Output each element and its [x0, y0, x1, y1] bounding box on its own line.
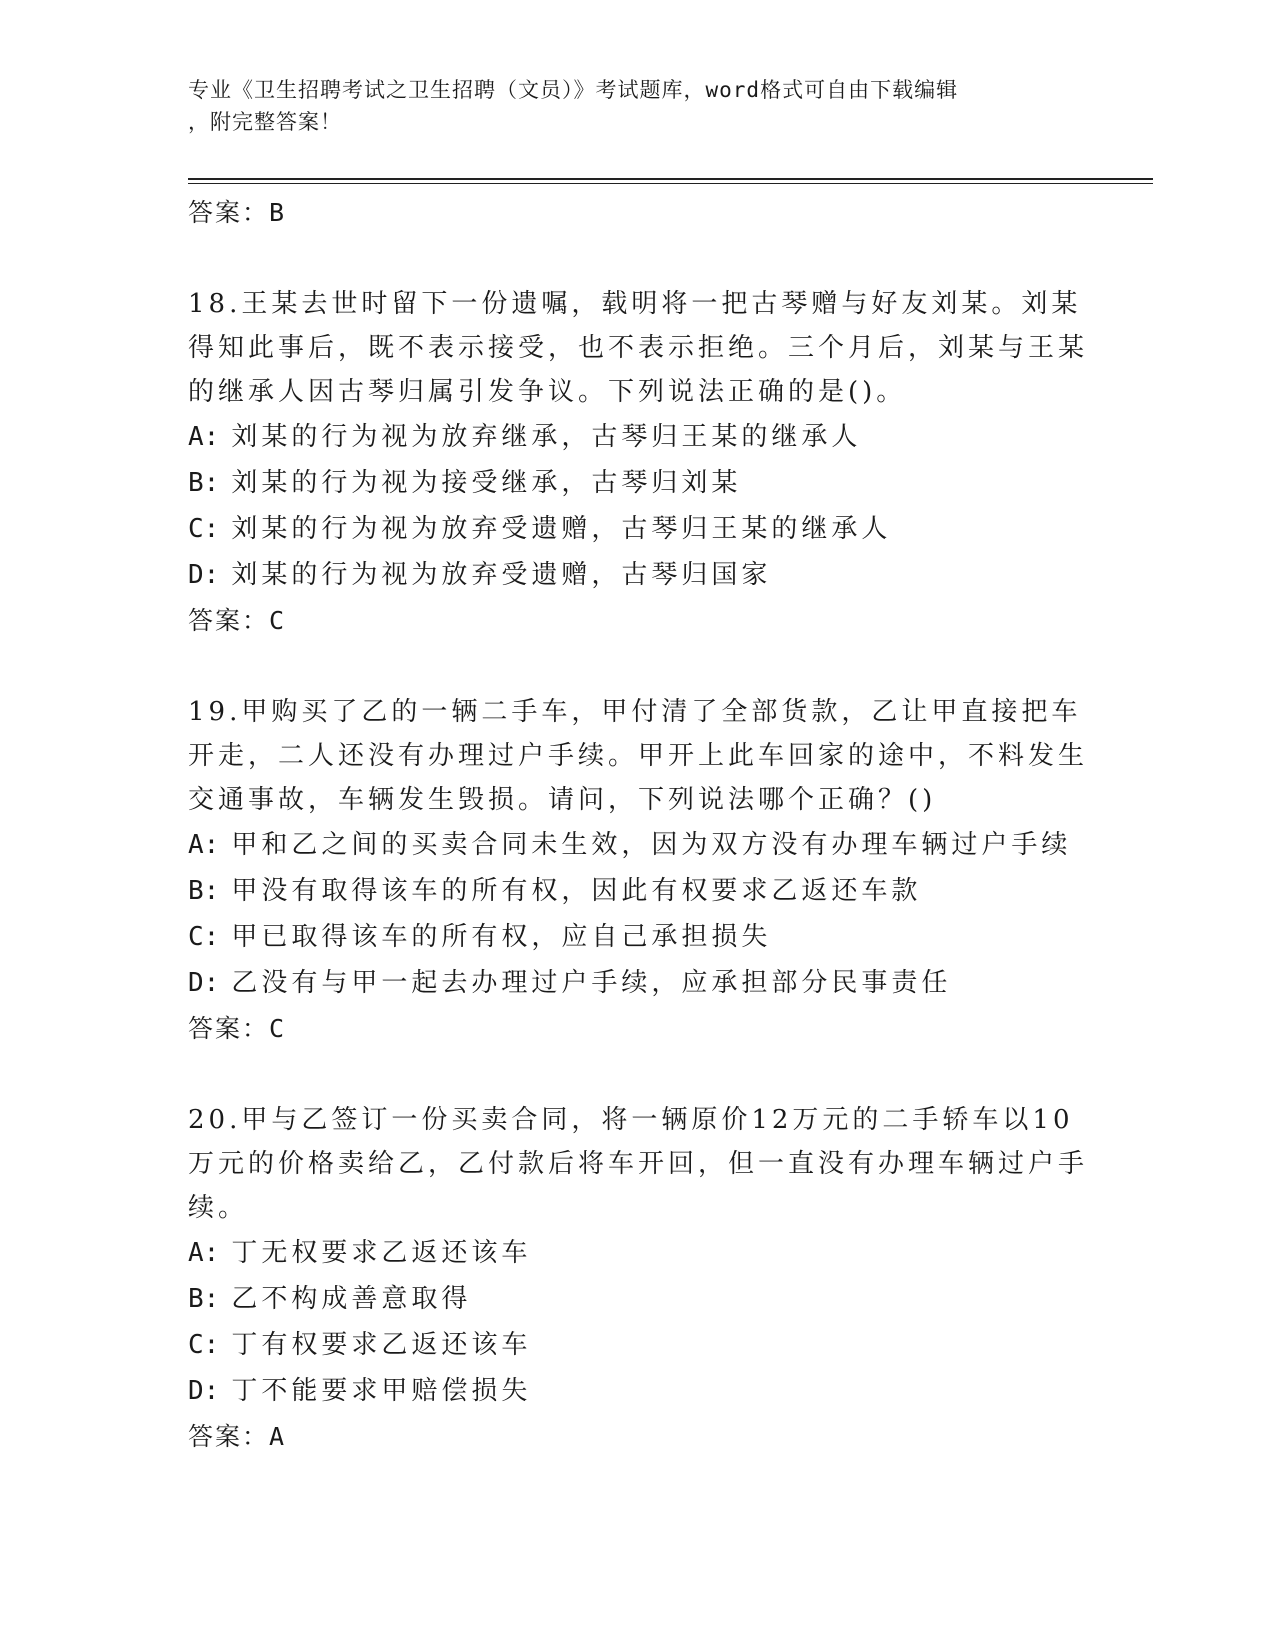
option-b [188, 460, 1088, 506]
option-letter: D: [188, 1376, 220, 1406]
option-b [188, 1276, 1088, 1322]
page-header [188, 74, 1068, 138]
option-letter: D: [188, 560, 220, 590]
option-c [188, 506, 1088, 552]
option-c [188, 914, 1088, 960]
option-text: 乙没有与甲一起去办理过户手续，应承担部分民事责任 [231, 968, 952, 998]
option-letter: D: [188, 968, 220, 998]
option-letter: A: [188, 422, 220, 452]
header-line-1: 专业《卫生招聘考试之卫生招聘（文员）》考试题库，word格式可自由下载编辑 [188, 78, 959, 102]
option-letter: B: [188, 468, 220, 498]
option-text: 刘某的行为视为放弃受遗赠，古琴归国家 [231, 560, 772, 590]
option-a [188, 822, 1088, 868]
option-letter: B: [188, 876, 220, 906]
option-text: 刘某的行为视为接受继承，古琴归刘某 [231, 468, 742, 498]
option-text: 甲已取得该车的所有权，应自己承担损失 [231, 922, 772, 952]
header-line-2: ，附完整答案！ [188, 110, 342, 134]
option-letter: C: [188, 1330, 220, 1360]
option-text: 乙不构成善意取得 [231, 1284, 472, 1314]
option-a [188, 414, 1088, 460]
header-divider-thin [188, 183, 1153, 184]
option-c [188, 1322, 1088, 1368]
question-list [188, 190, 1088, 1460]
option-text: 甲没有取得该车的所有权，因此有权要求乙返还车款 [231, 876, 922, 906]
option-text: 丁有权要求乙返还该车 [231, 1330, 532, 1360]
option-b [188, 868, 1088, 914]
option-text: 刘某的行为视为放弃受遗赠，古琴归王某的继承人 [231, 514, 892, 544]
option-letter: B: [188, 1284, 220, 1314]
option-text: 丁无权要求乙返还该车 [231, 1238, 532, 1268]
header-divider [188, 178, 1153, 180]
option-letter: A: [188, 1238, 220, 1268]
option-d [188, 552, 1088, 598]
spacer [188, 1052, 1088, 1098]
option-letter: A: [188, 830, 220, 860]
option-d [188, 1368, 1088, 1414]
option-text: 甲和乙之间的买卖合同未生效，因为双方没有办理车辆过户手续 [231, 830, 1072, 860]
option-letter: C: [188, 922, 220, 952]
answer-label: 答案：B [188, 198, 287, 227]
question-text: 20.甲与乙签订一份买卖合同，将一辆原价12万元的二手轿车以10万元的价格卖给乙，乙付款后将车开回，但一直没有办理车辆过户手续。 [188, 1105, 1089, 1223]
option-d [188, 960, 1088, 1006]
option-letter: C: [188, 514, 220, 544]
question-text: 18.王某去世时留下一份遗嘱，载明将一把古琴赠与好友刘某。刘某得知此事后，既不表示接受，也不表示拒绝。三个月后，刘某与王某的继承人因古琴归属引发争议。下列说法正确的是()。 [188, 289, 1089, 407]
answer-label: 答案：C [188, 1014, 287, 1043]
answer-label: 答案：C [188, 606, 287, 635]
option-text: 刘某的行为视为放弃继承，古琴归王某的继承人 [231, 422, 862, 452]
spacer [188, 236, 1088, 282]
option-a [188, 1230, 1088, 1276]
answer-label: 答案：A [188, 1422, 287, 1451]
question-text: 19.甲购买了乙的一辆二手车，甲付清了全部货款，乙让甲直接把车开走，二人还没有办理过户手续。甲开上此车回家的途中，不料发生交通事故，车辆发生毁损。请问，下列说法哪个正确？() [188, 697, 1089, 815]
option-text: 丁不能要求甲赔偿损失 [231, 1376, 532, 1406]
spacer [188, 644, 1088, 690]
